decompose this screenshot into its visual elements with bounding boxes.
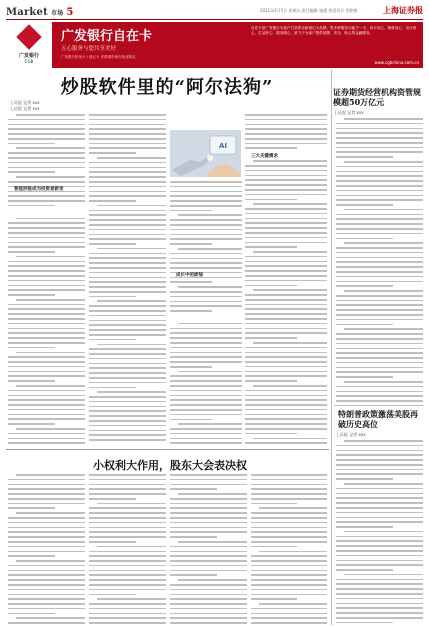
main-col-4 (245, 114, 327, 444)
bottom-headline: 小权利大作用，股东大会表决权 (93, 459, 247, 472)
bank-advertisement (6, 22, 423, 68)
bottom-col-4 (251, 474, 327, 624)
svg-text:AI: AI (218, 142, 228, 150)
bottom-col-2 (89, 474, 166, 624)
ad-subtitle: 五心服务与您共享美好 (61, 46, 117, 52)
ad-website: www.cgbchina.com.cn (374, 60, 419, 65)
bank-logo-icon (16, 24, 41, 49)
main-subheading-2: 成长中的烦恼 (176, 273, 203, 278)
column-divider (331, 70, 332, 625)
right-byline-1: 上证报 记者 xxx (334, 110, 364, 115)
main-col-3 (170, 181, 242, 444)
ad-description: 自在卡是广发银行为客户打造的全新借记卡品牌，集多种服务功能于一卡，用卡安心、理财省心、出行贴心、生活舒心、服务暖心，致力于为客户提供便捷、安全、贴心的金融服务。 (251, 26, 417, 35)
main-col-2 (89, 114, 166, 444)
right-headline-2: 特朗普政策激荡美股再破历史高位 (338, 409, 418, 429)
right-article-1-body (336, 118, 423, 403)
main-headline: 炒股软件里的“阿尔法狗” (60, 77, 274, 98)
main-subheading-1: 智能炒股成为投资者新宠 (14, 187, 64, 192)
main-col-1 (8, 114, 85, 444)
robot-hand-icon (170, 130, 241, 177)
bottom-divider (6, 449, 329, 450)
paper-logo: 上海证券报 (383, 5, 423, 15)
right-divider (334, 405, 423, 406)
main-byline-2: 上证报 记者 xxx (10, 106, 40, 111)
ai-robot-illustration (170, 130, 241, 177)
right-byline-2: 上证报 记者 xxx (336, 432, 366, 437)
bottom-col-1 (8, 474, 85, 624)
bank-logo: 广发银行 CGB (6, 22, 52, 68)
right-headline-1: 证券期货经营机构资管规模超50万亿元 (333, 87, 421, 107)
header-rule (6, 19, 423, 20)
issue-info: 2021年2月5日 星期五 责任编辑 施露 视觉设计 贺艳艳 (260, 8, 358, 13)
ad-fine-print: 广发银行信用卡 / 借记卡 详情请咨询各营业网点 (61, 55, 136, 59)
ad-slogan: 广发银行自在卡 (61, 29, 153, 44)
main-byline-1: 上证报 记者 xxx (10, 100, 40, 105)
main-subheading-3: 三大关键需求 (251, 154, 278, 159)
section-brand: Market 市场 5 (6, 7, 74, 18)
bottom-col-3 (170, 474, 247, 624)
right-article-2-body (336, 440, 423, 624)
